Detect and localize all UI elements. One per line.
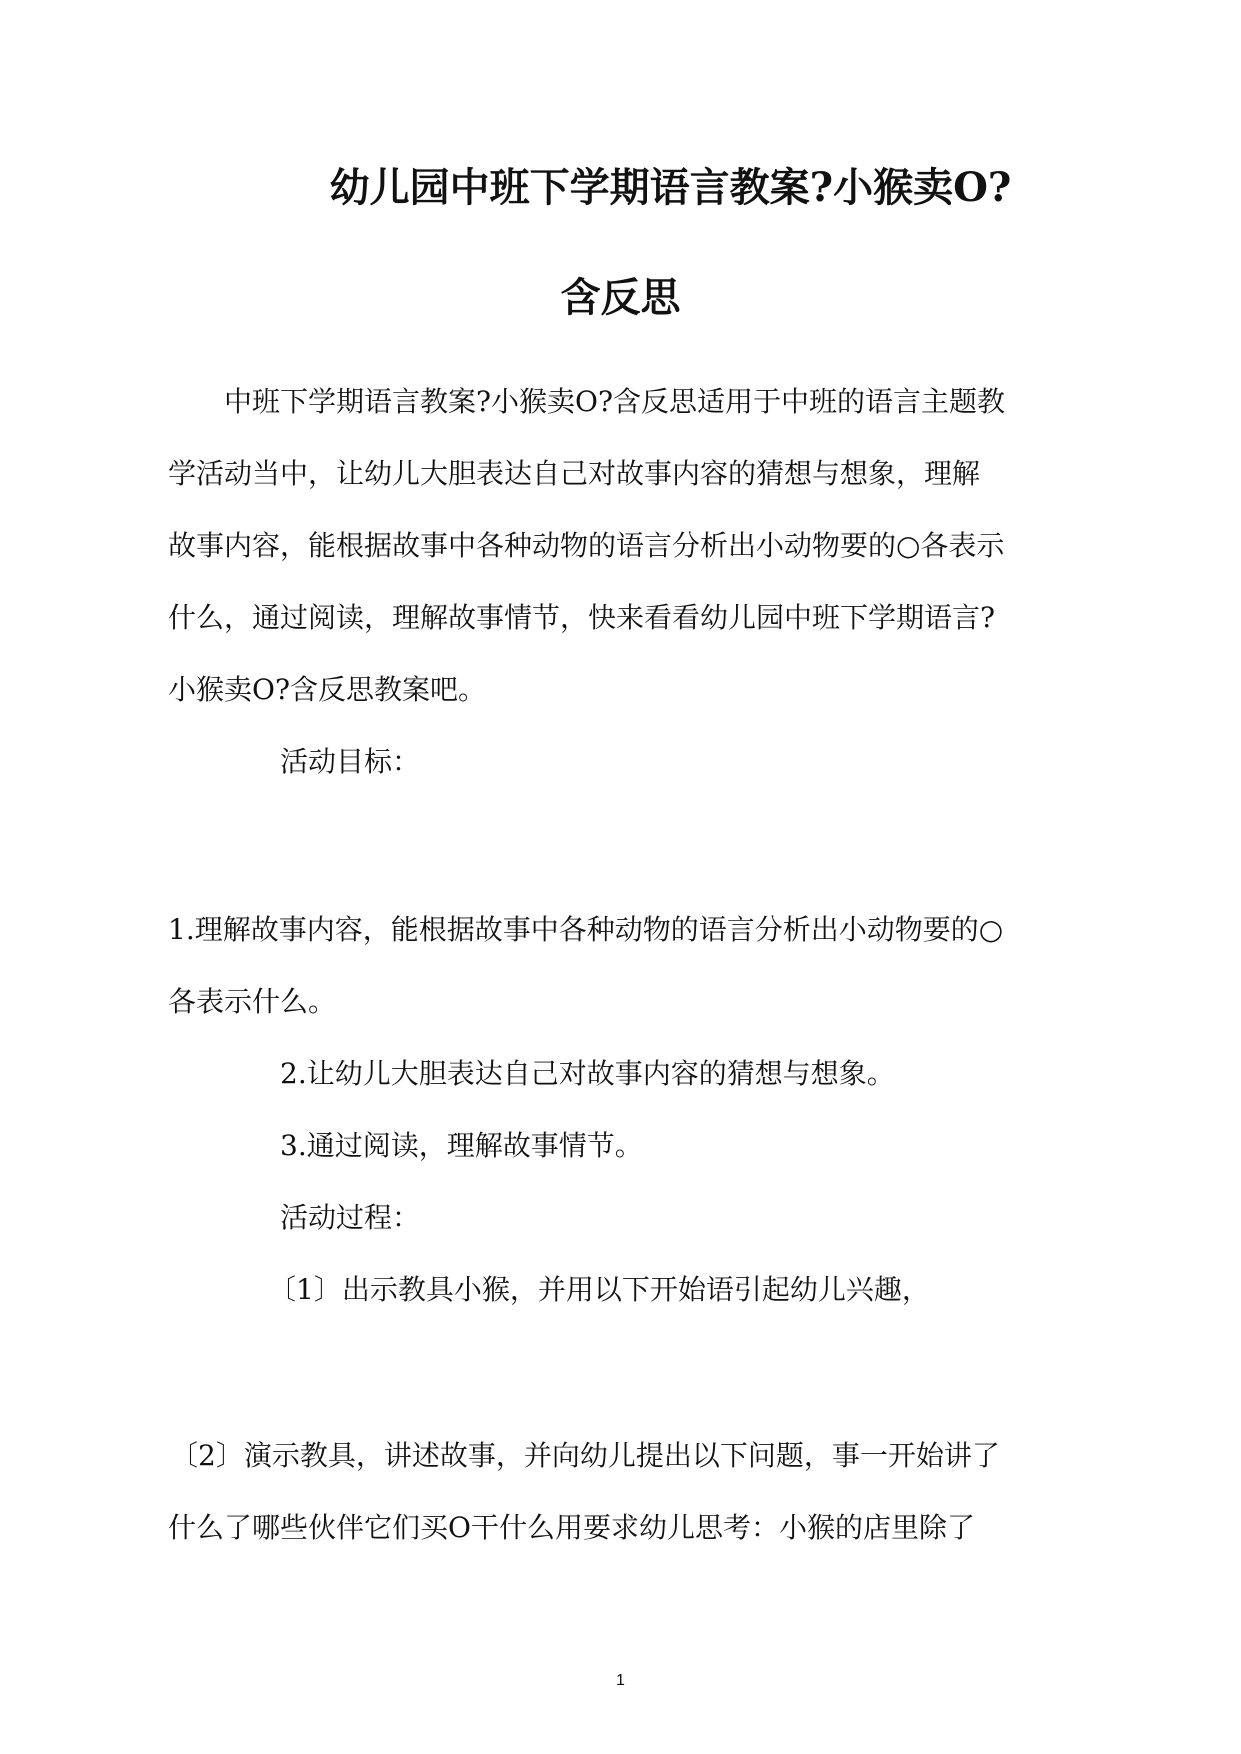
intro-line: 中班下学期语言教案?小猴卖O?含反思适用于中班的语言主题教 (224, 385, 1005, 418)
process-heading: 活动过程： (280, 1201, 421, 1234)
intro-line: 小猴卖O?含反思教案吧。 (168, 673, 486, 706)
goal-item-3: 3.通过阅读，理解故事情节。 (280, 1129, 643, 1162)
document-title-line1: 幼儿园中班下学期语言教案?小猴卖O? (329, 164, 1012, 211)
goals-heading: 活动目标： (280, 745, 421, 778)
step-line: 什么了哪些伙伴它们买O干什么用要求幼儿思考：小猴的店里除了 (168, 1511, 975, 1544)
page-number: 1 (616, 1672, 625, 1689)
goal-line: 各表示什么。 (168, 985, 337, 1018)
intro-line: 学活动当中，让幼儿大胆表达自己对故事内容的猜想与想象，理解 (168, 457, 981, 490)
step-line: 〔2〕演示教具，讲述故事，并向幼儿提出以下问题，事一开始讲了 (170, 1439, 1000, 1472)
process-step-1: 〔1〕出示教具小猴，并用以下开始语引起幼儿兴趣， (268, 1273, 930, 1306)
goal-line: 1.理解故事内容，能根据故事中各种动物的语言分析出小动物要的○ (168, 913, 1004, 946)
goal-item-2: 2.让幼儿大胆表达自己对故事内容的猜想与想象。 (280, 1057, 895, 1090)
document-title-line2: 含反思 (560, 274, 681, 321)
intro-line: 什么，通过阅读，理解故事情节，快来看看幼儿园中班下学期语言? (168, 601, 996, 634)
intro-line: 故事内容，能根据故事中各种动物的语言分析出小动物要的○各表示 (168, 529, 1005, 562)
